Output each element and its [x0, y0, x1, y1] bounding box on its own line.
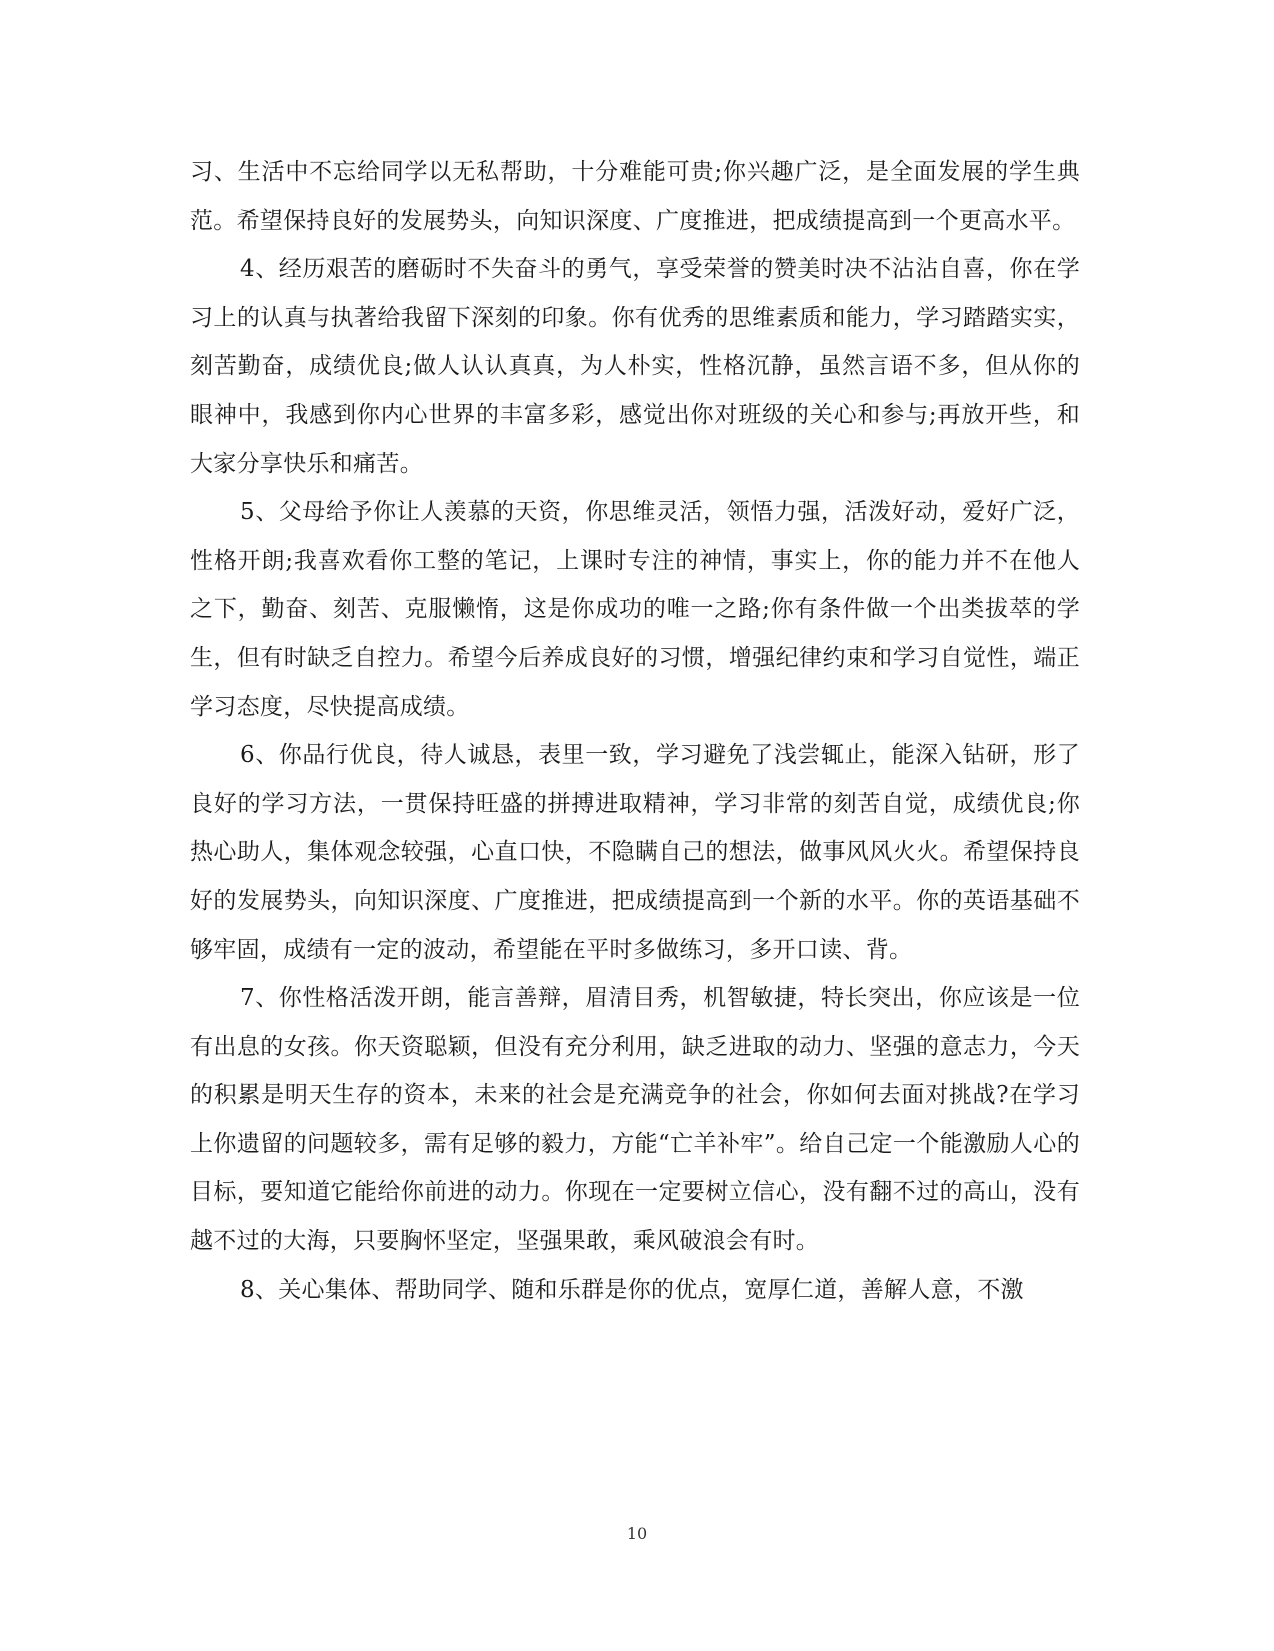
paragraph-comment-7: 7、你性格活泼开朗，能言善辩，眉清目秀，机智敏捷，特长突出，你应该是一位有出息的女孩。你天资聪颖，但没有充分利用，缺乏进取的动力、坚强的意志力，今天的积累是明天生存的资本，未来的社会是充满竞争的社会，你如何去面对挑战?在学习上你遗留的问题较多，需有足够的毅力，方能“亡羊补牢”。给自己定一个能激励人心的目标，要知道它能给你前进的动力。你现在一定要树立信心，没有翻不过的高山，没有越不过的大海，只要胸怀坚定，坚强果敢，乘风破浪会有时。: [190, 985, 1080, 1255]
paragraph-comment-5: 5、父母给予你让人羡慕的天资，你思维灵活，领悟力强，活泼好动，爱好广泛，性格开朗;我喜欢看你工整的笔记，上课时专注的神情，事实上，你的能力并不在他人之下，勤奋、刻苦、克服懒惰，这是你成功的唯一之路;你有条件做一个出类拔萃的学生，但有时缺乏自控力。希望今后养成良好的习惯，增强纪律约束和学习自觉性，端正学习态度，尽快提高成绩。: [190, 499, 1080, 720]
paragraph-comment-8: 8、关心集体、帮助同学、随和乐群是你的优点，宽厚仁道，善解人意，不激: [240, 1276, 1024, 1303]
paragraph-comment-6: 6、你品行优良，待人诚恳，表里一致，学习避免了浅尝辄止，能深入钻研，形了良好的学习方法，一贯保持旺盛的拼搏进取精神，学习非常的刻苦自觉，成绩优良;你热心助人，集体观念较强，心直口快，不隐瞒自己的想法，做事风风火火。希望保持良好的发展势头，向知识深度、广度推进，把成绩提高到一个新的水平。你的英语基础不够牢固，成绩有一定的波动，希望能在平时多做练习，多开口读、背。: [190, 742, 1080, 963]
paragraph-continuation: 习、生活中不忘给同学以无私帮助，十分难能可贵;你兴趣广泛，是全面发展的学生典范。希望保持良好的发展势头，向知识深度、广度推进，把成绩提高到一个更高水平。: [190, 159, 1080, 234]
paragraph-comment-4: 4、经历艰苦的磨砺时不失奋斗的勇气，享受荣誉的赞美时决不沾沾自喜，你在学习上的认真与执著给我留下深刻的印象。你有优秀的思维素质和能力，学习踏踏实实，刻苦勤奋，成绩优良;做人认认真真，为人朴实，性格沉静，虽然言语不多，但从你的眼神中，我感到你内心世界的丰富多彩，感觉出你对班级的关心和参与;再放开些，和大家分享快乐和痛苦。: [190, 256, 1080, 477]
document-body: [190, 148, 1080, 1314]
page-number: 10: [626, 1524, 648, 1543]
